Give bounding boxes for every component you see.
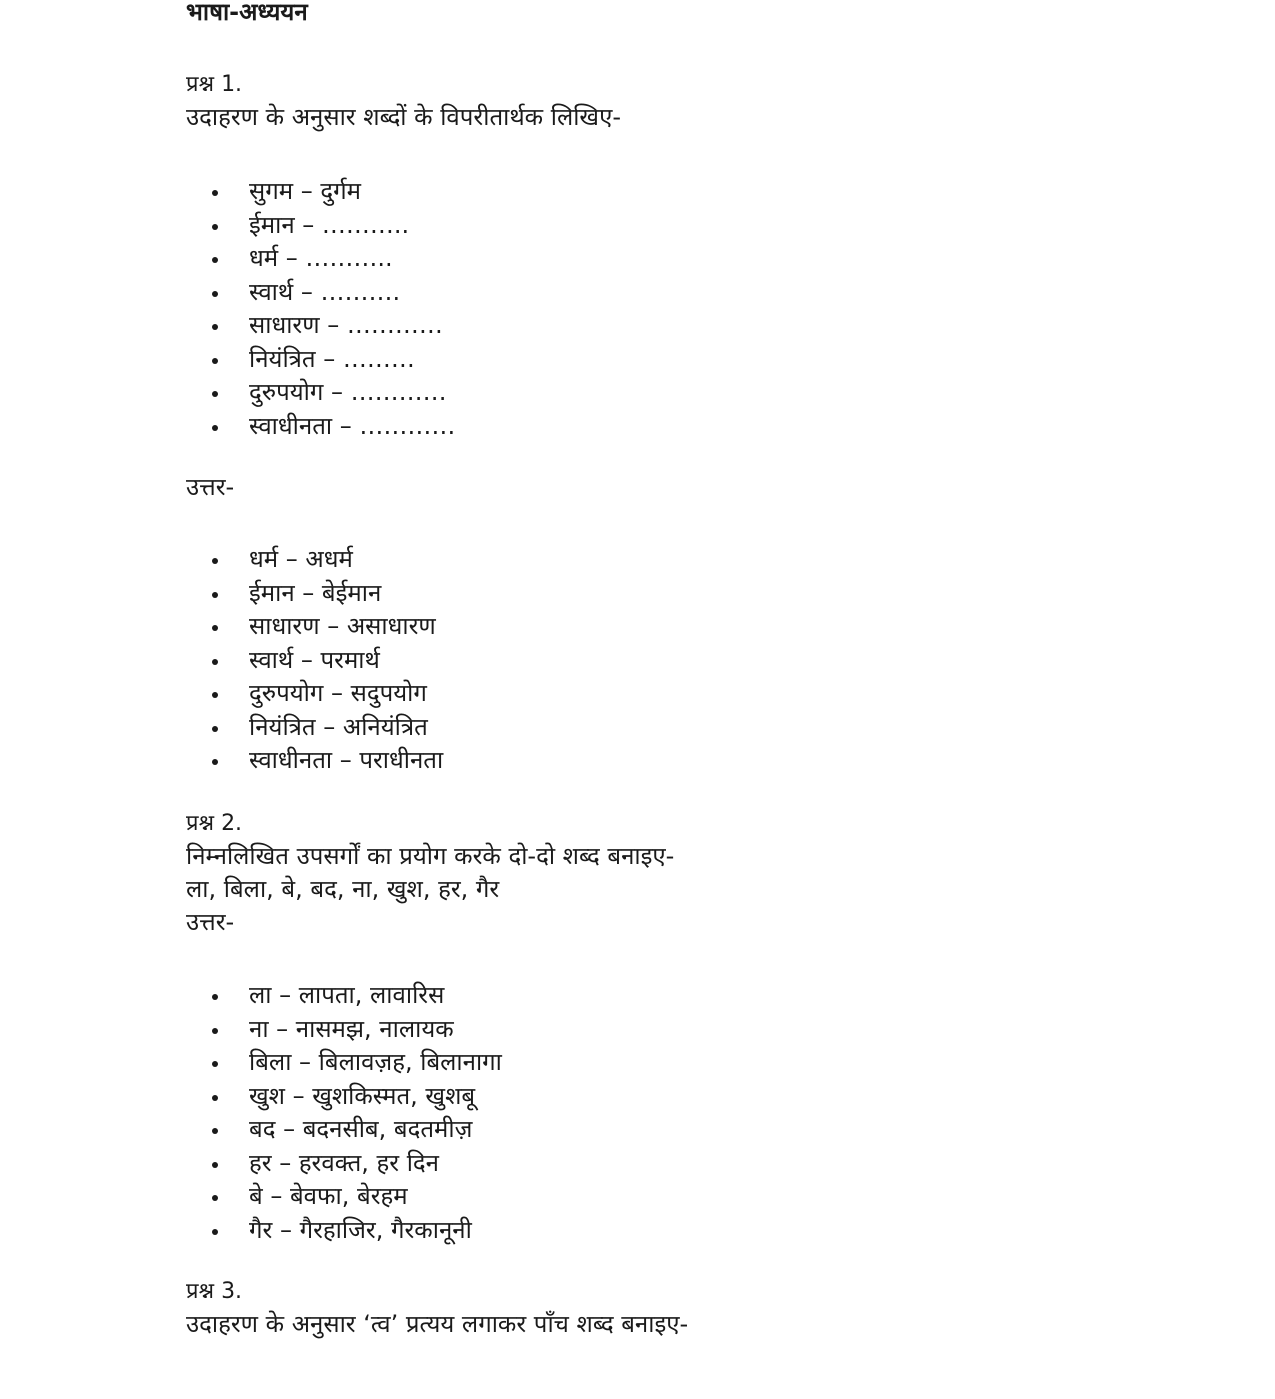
list-item: सुगम – दुर्गम [186,175,455,209]
list-item: नियंत्रित – अनियंत्रित [186,711,443,745]
question-3-label: प्रश्न 3. [186,1279,243,1304]
list-item: बे – बेवफा, बेरहम [186,1180,502,1214]
list-item: स्वाधीनता – पराधीनता [186,744,443,778]
list-item: साधारण – ………… [186,309,455,343]
question-3-prompt: उदाहरण के अनुसार ‘त्व’ प्रत्यय लगाकर पाँच शब्द बनाइए- [186,1310,689,1338]
bullet-icon [212,994,218,1000]
list-item: धर्म – अधर्म [186,543,443,577]
bullet-icon [212,1128,218,1134]
question-1-answer [186,471,234,504]
bullet-icon [212,391,218,397]
list-item: धर्म – ……….. [186,242,455,276]
bullet-icon [212,759,218,765]
list-item: गैर – गैरहाजिर, गैरकानूनी [186,1214,502,1248]
question-1-answer-label: उत्तर- [186,473,235,501]
bullet-icon [212,425,218,431]
bullet-icon [212,190,218,196]
bullet-icon [212,324,218,330]
bullet-icon [212,1195,218,1201]
list-item: साधारण – असाधारण [186,610,443,644]
question-2-answers [186,979,502,1247]
list-item: ईमान – बेईमान [186,577,443,611]
question-1-label: प्रश्न 1. [186,72,243,97]
list-item: खुश – खुशकिस्मत, खुशबू [186,1080,502,1114]
bullet-icon [212,224,218,230]
section-title: भाषा-अध्ययन [186,0,308,26]
question-2-prompt: निम्नलिखित उपसर्गों का प्रयोग करके दो-दो शब्द बनाइए- [186,842,675,870]
list-item: नियंत्रित – ……… [186,343,455,377]
question-2-label: प्रश्न 2. [186,811,243,836]
list-item: हर – हरवक्त, हर दिन [186,1147,502,1181]
list-item: दुरुपयोग – ………… [186,376,455,410]
bullet-icon [212,692,218,698]
list-item: बिला – बिलावज़ह, बिलानागा [186,1046,502,1080]
list-item: दुरुपयोग – सदुपयोग [186,677,443,711]
list-item: स्वाधीनता – ………… [186,410,455,444]
bullet-icon [212,1061,218,1067]
list-item: ला – लापता, लावारिस [186,979,502,1013]
bullet-icon [212,1162,218,1168]
question-1-items [186,175,455,443]
bullet-icon [212,1095,218,1101]
bullet-icon [212,291,218,297]
bullet-icon [212,358,218,364]
bullet-icon [212,1028,218,1034]
list-item: ईमान – ……….. [186,209,455,243]
question-2-answer-label: उत्तर- [186,908,235,936]
list-item: स्वार्थ – ………. [186,276,455,310]
list-item: ना – नासमझ, नालायक [186,1013,502,1047]
question-2 [186,807,674,939]
bullet-icon [212,592,218,598]
question-3 [186,1275,688,1341]
question-1 [186,68,621,134]
bullet-icon [212,558,218,564]
bullet-icon [212,1229,218,1235]
question-2-prefixes: ला, बिला, बे, बद, ना, खुश, हर, गैर [186,875,500,903]
question-1-answers [186,543,443,778]
list-item: बद – बदनसीब, बदतमीज़ [186,1113,502,1147]
list-item: स्वार्थ – परमार्थ [186,644,443,678]
bullet-icon [212,659,218,665]
question-1-prompt: उदाहरण के अनुसार शब्दों के विपरीतार्थक लिखिए- [186,103,622,131]
bullet-icon [212,625,218,631]
bullet-icon [212,726,218,732]
bullet-icon [212,257,218,263]
